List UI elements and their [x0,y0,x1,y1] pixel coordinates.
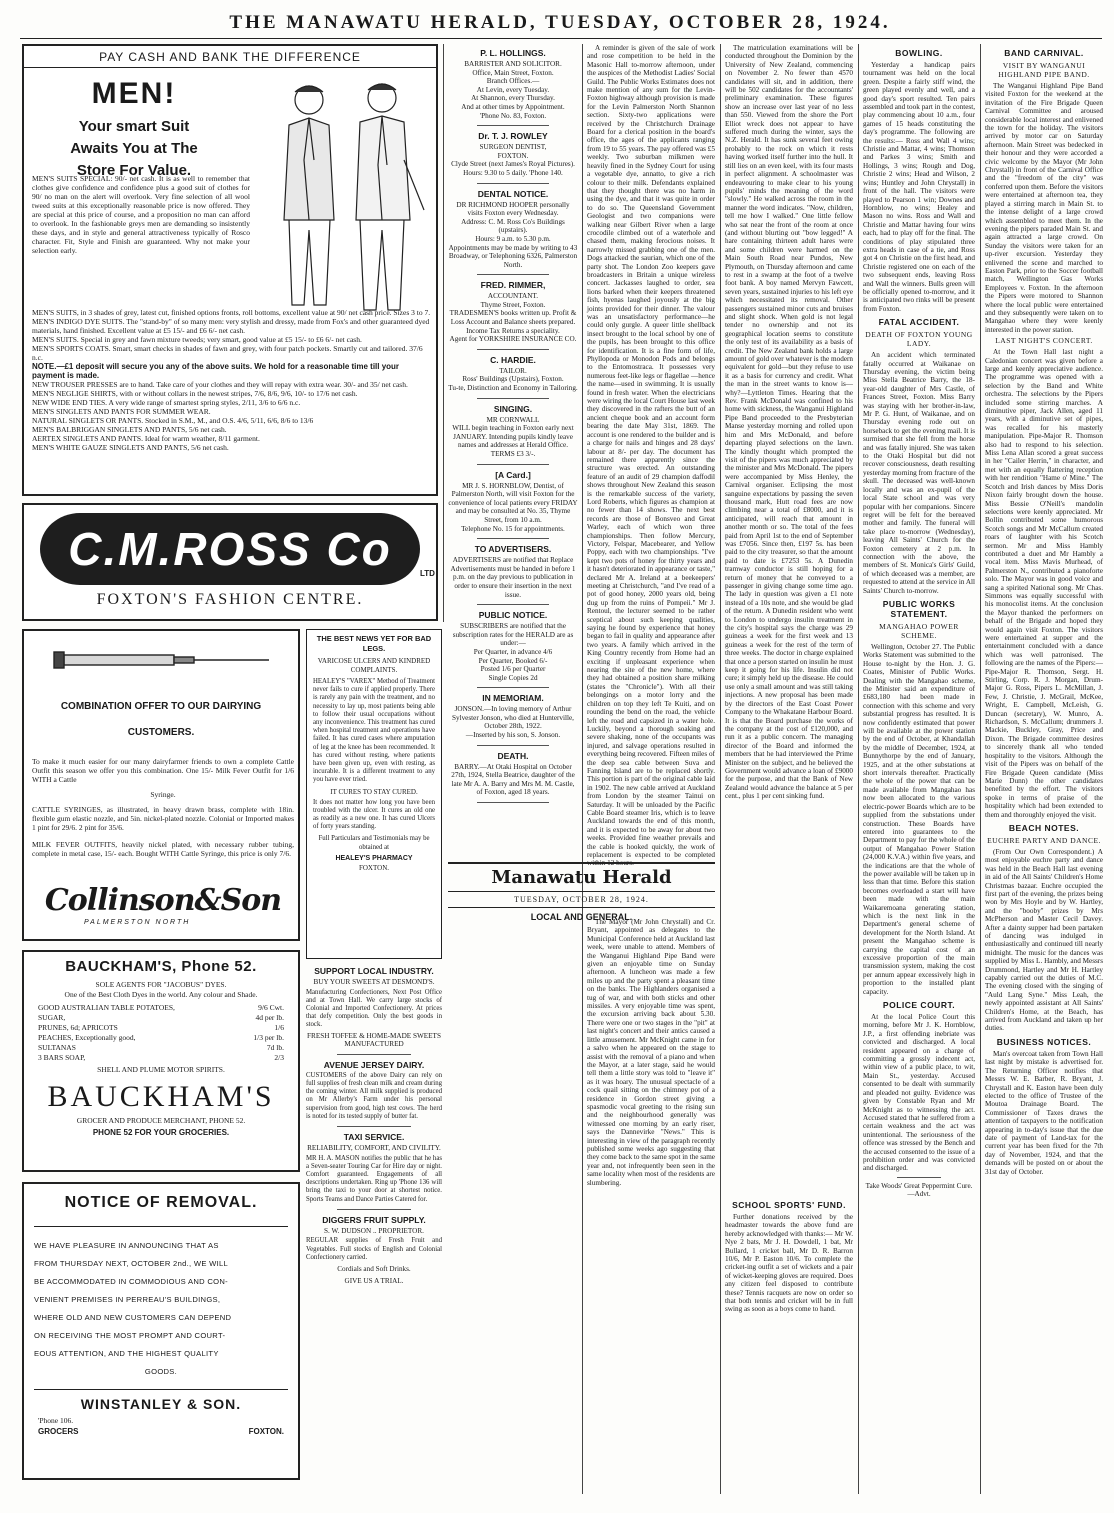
directory-entry-line: BARRY.—At Otaki Hospital on October 27th, 1924, Stella Beatrice, daughter of the late Mr A. A. Barry and Mrs M. M. Castle, of Foxton, aged 18 years. [451,762,575,797]
taxi-title: TAXI SERVICE. [343,1132,405,1143]
directory-entry-line: Tu-te, Distinction and Economy in Tailoring. [448,384,578,393]
price-value: 1/6 [274,1023,284,1032]
directory-entry-line: SUBSCRIBERS are notified that the subscription rates for the HERALD are as under:— [452,622,574,648]
business-heading: BUSINESS NOTICES. [996,1036,1092,1047]
directory-entry-title: [A Card.] [495,469,531,480]
directory-entry-line: Per Quarter, Booked 6/- [478,656,548,665]
removal-line: EOUS ATTENTION, AND THE HIGHEST QUALITY [34,1349,219,1358]
price-value: 2/3 [274,1053,284,1062]
syringe-illustration [54,645,274,675]
col4-text: The matriculation examinations will be conducted throughout the Dominion by the University of New Zealand, commencing on November 2. No fewer than 4570 candidates will sit, and in addition, there will be 502 candidates for the accountants' preliminary examination. These figures show an increase over last year of no less than 550. Viewed from the shore the Port Elliot wreck does not appear to have suffered much during the winter, says the N.Z. Herald. It has sunk several feet owing probably to the rock on which it rests having worked itself further into the hull. It still lies on an even keel, with its four masts in perfect alignment. A schoolmaster was endeavouring to make clear to his young pupils' minds the meaning of the word "slowly." He walked across the room in the manner the word indicates. "Now, children, tell me how I walked." One little fellow who sat near the front of the room at once (and without blurting out "bow legged!" A hare containing thirteen adult hares were and some children were harmed on the Main South Road near Pundos, New Plymouth, on Thursday afternoon and came to rest in a swamp at the foot of a twelve foot bank. A boy named Mervyn Fawcett, seven years, sustained injuries to his left eye which necessitated its removal. Other passengers sustained minor cuts and bruises and slight shock. When gold is not legal tender no ownership and not its geographical location seems to constitute the only test of its availability as a basis of credit. The New Zealand bank holds a large amount of gold over whatever is the modern equivalent for gold—but they refuse to use it as a basis for currency and credit. What the man in the street wants to know is—why?—Lyttleton Times. Hearing that the Rev. Frank McDonald was confined to his home with sickness, the Wanganui Highland Pipe Band proceeded to the Presbyterian Manse yesterday morning and rolled upon him and Mrs McDonald, and before departing played selections on the lawn. The kindly thought which prompted the visit of the pipers was much appreciated by the minister and Mrs McDonald. The pipers were accompanied by Miss Henley, the Carnival organiser. Eclipsing the most sanguine expectations by passing the seven thousand mark, Hutt road fees are now climbing near a total of £8000, and it is anticipated, will reach that amount in another month or so. The total of the fees paid from April 1st to the end of September was £7056. Since then, £197 5s. has been paid to the city treasurer, so that the amount paid to date is £7253 5s. A Dunedin tramway conductor is still hoping for a return of money that he conveyed to a passenger in giving change some time ago. The lady in question was given a £1 note instead of a 10s note, and she would be glad of the return. A Dunedin resident who went to London to undergo insulin treatment in the city's hospital says the charge was 29 guineas a week for the first week and 13 guineas a week for the rest of the term of three weeks. The doctor in charge explained that once a person started on insulin he must keep it going for his life. Insulin did not cure; it simply held up the disease. He could use only a small amount and was still taking injections. A new proposal has been made by the directors of the East Coast Power Company to the Whakatane Harbour Board. It is that the Board purchase the works of the company at the cost of £120,000, and run it as a public concern. The managing director of the Board and informed the members that he had interviewed the Prime Minister on the subject, and he believed the Government would advance a loan of £9000 for the purpose, and that the Bank of New Zealand would advance the balance at 5 per cent., plus 1 per cent sinking fund. [725,44,853,801]
diggers-title: DIGGERS FRUIT SUPPLY. [322,1214,426,1225]
bauckham-footer-2: PHONE 52 FOR YOUR GROCERIES. [92,1128,230,1137]
ad-removal [22,1182,300,1480]
removal-title: NOTICE OF REMOVAL. [64,1194,258,1211]
directory-entry-line: Branch Offices.— [486,77,540,86]
taxi-sub: RELIABILITY, COMFORT, AND CIVILITY. [307,1144,441,1153]
ad-item-1: MEN'S SUITS, in 3 shades of grey, latest cut, finished options fronts, roll bottoms, excellent value at 90/ net cash price. Sizes 3 to 7. [32,308,431,317]
ad-item-5: NOTE.—£1 deposit will secure you any of the above suits. We hold for a reasonable time till your payment is made. [32,362,400,380]
directory-entry-line: Hours: 9.30 to 5 daily. 'Phone 140. [463,168,563,177]
ad-item-0: MEN'S SUITS SPECIAL: 90/- net cash. It is as well to remember that clothes give confidence and confidence plus a good suit of clothes for 90/ no man on the alert will overlook. Very fine selection of all wool tweed suits at this exceptionally reasonable price is now offered. They are special at this price of course, and a proposition no man can afford to overlook. In the fashionable greys men are demanding so insistently these days, and in style and general attractiveness typically of Rosco character. Fit, Style and Finish are guaranteed. Why not make your selection early. [32,174,250,255]
directory-entry-line: SURGEON DENTIST, [479,143,547,152]
price-row [38,1053,284,1063]
small-ads-column [306,962,442,1494]
taxi-body: MR H. A. MASON notifies the public that he has a Seven-seater Touring Car for Hire day or night. Comfort guaranteed. Engagements of all descriptions undertaken. Ring up 'Phone 136 will bring the taxi to your door at shortest notice. Sports Teams and Dance Parties Catered for. [306,1154,442,1203]
column-3-articles [587,44,715,868]
bauckham-agents: SOLE AGENTS FOR "JACOBUS" DYES. [95,980,227,989]
police-body: At the local Police Court this morning, before Mr J. K. Hornblow, J.P., a first offending inebriate was convicted and discharged. A local resident appeared on a charge of committing a grossly indecent act, within view of a public place, to wit, Main St., yesterday. Accused consented to be dealt with summarily and pleaded not guilty. Evidence was given by Constable Ryan and Mr McKnight as to witnessing the act. Accused stated that he suffered from a certain weakness and the act was unintentional. The seriousness of the offence was stressed by the Bench and the accused consented to the issue of a prohibition order and was convicted and discharged. [863,1013,975,1173]
jersey-title: AVENUE JERSEY DAIRY. [323,1059,425,1070]
price-value: 7d lb. [266,1043,284,1052]
price-value: 4d per lb. [255,1013,284,1022]
collinson-logo-sub: PALMERSTON NORTH [84,919,191,926]
col3-text: A reminder is given of the sale of work and rose competition to be held in the Masonic Hall to-morrow afternoon, under the auspices of the Methodist Ladies' Social Guild. The Public Works Estimates does not make mention of any sum for the Levin-Foxton highway although provision is made for the Levin Palmerston North Shannon section. Sixty-two applications were received by the Christchurch Drainage Board for a clerical position in the board's office, the ages of the applicants ranging from 19 to 55 years. The pay offered was £5 weekly. Two suburban milkmen were heavily fined in the Sydney Court for using a vegetable dye, annatto, to give a rich colour to their milk. Defendants explained that they thought there was no harm in using the dye, and that it was quite in order to do so. The Queensland Government Geologist and two companions were walking near Gilbert River when a large crocodile climbed out of a waterhole and chased them, making ferocious noises. It narrowly missed grabbing one of the men. Dogs attacked the saurian, which one of the party shot. The London Zoo keepers gave broadcasters in Britain a unique wireless concert. Jackasses laughed to order, sea lions barked when their keepers threatened fish, hyenas laughed joyously at the big joints provided for their dinner. The valour was an unsatisfactory performance—he could only gurgle. A queer little shellback insect brought to the local school by one of the pupils, has been brought to this office for identification. It is a fine form of life, Phyllopoda or Monodon Pods and belongs to the Entomostraca. It possesses very numerous feet-like legs or flagellae —hence the name—used in swimming. It is usually found in fresh water. When the electricians were wiring the local Court House last week they discovered in the rafters the butt of an ancient cheque book and an account form bearing the date May 31st, 1869. The account is one rendered to the builder and is a charge for nails and hinges and 28 days' labour at 8/- per day. The document has remained there apparently since the structure was erected. An outstanding feature of an audit of 29 champion daffodil shows throughout New Zealand this season is the remarkable success of the variety, Lord Roberts, which figures as champion at no fewer than 14 shows. The next best records are those of Bonsveo and Great Warley, each of which won three championships. Then follow Mercury, Victory, Felspar, Macebearer, and Yellow Poppy, each with two championships. "I've kept two pots of honey for thirty years and it hasn't deteriorated in appearance or taste," declared Mr A. Ireland at a beekeepers' meeting at Christchurch, "and I've read of a pot of good honey, 2000 years old, being dug up from the ruins of Pompeii." Mr J. Rentoul, the lecturer seemed to be rather sceptical about such keeping qualities, saying he found by experience that honey began to fail in quality and appearance after two years. A family which arrived in the King Country recently from Home had an exciting if unpleasant experience when nearing the site of the new home, where they had obtained a position share milking (states the "Chronicle"). With all their belongings on a motor lorry and the children on top they left Te Kuiti, and on rounding the bend on the road, the vehicle left the road and capsized in a water hole. Luckily, beyond a thorough soaking and severe shaking, none of the occupants was injured, and salvage operations resulted in everything being recovered. Fifteen miles of the deep sea cable between Suva and Fanning Island are to be replaced shortly. This portion is part of the original cable laid in 1902. The new cable arrived at Auckland from London by the steamer Tainui on Saturday. It will be unloaded by the Pacific Cable Board steamer Iris, which is to leave Auckland towards the end of this month, and it is expected to be away for about two weeks. Provided fine weather prevails and the cable is hooked quickly, the work of replacement is expected to be completed within 12 hours. [587,44,715,868]
police-heading: POLICE COURT. [882,1000,956,1011]
public-body: Wellington, October 27. The Public Works Statement was submitted to the House to-night by the Hon. J. G. Coates, Minister of Public Works. Dealing with the Mangahao scheme, the Minister said an expenditure of £683,180 had been made in connection with this scheme and very substantial progress has resulted. It is now confidently estimated that power will be available at the power station by the end of October, at Khandallah by the middle of December, 1924, at Bunnythorpe by the end of January, 1925, and at the other substations at short intervals thereafter. Practically the whole of the power that can be made available from Mangahao has now been allocated to the various electric-power Boards which are to be supplied from the substations under construction. These Boards have entered into guarantees to the Department to pay for the whole of the output of Mangahao Power Station (24,000 K.V.A.) within five years, and the indications are that the whole of the power available will be taken up in less than that time. Before this station becomes overloaded a start will have been made with the main Waikaremoana generating station, which is the next link in the Department's general scheme of development for the North Island. At present the Mangahao scheme is carrying the capital cost of an excessive proportion of the main transmission system, making the cost per annum appear excessively high in proportion to the installed plant capacity. [863,642,975,996]
directory-entry-line: Office, Main Street, Foxton. [472,68,554,77]
removal-line: BE ACCOMMODATED IN COMMODIOUS AND CON- [34,1277,228,1286]
directory-entry-title: DEATH. [497,750,529,761]
price-row [38,1043,284,1053]
collinson-body-2: CATTLE SYRINGES, as illustrated, in heavy drawn brass, complete with 18in. flexible gum elastic nozzle, and 5in. nickel-plated nozzle. Colonial or Imported makes 1 pint for 29/6. 2 pint for 35/6. [32,805,294,832]
school-heading: SCHOOL SPORTS' FUND. [732,1200,846,1210]
ad-item-2: MEN'S INDIGO DYE SUITS. The "stand-by" of so many men: very stylish and dressy, made from Fox's and other guaranteed dyed materials, hand finished. Excellent value at £5 15/- and £6 6/- net cash. [32,317,430,335]
healey-body-2: It does not matter how long you have been troubled with the ulcer. It cures an old one as readily as a new one. It has cured Ulcers of forty years standing. [313,798,435,831]
ad-subhead-3: Store For Value. [76,162,192,179]
directory-entry-title: FRED. RIMMER, [480,280,546,291]
directory-entry-line: Posted 1/6 per Quarter [480,665,546,674]
directory-entry-line: Agent for YORKSHIRE INSURANCE CO. [449,335,577,344]
diggers-body: REGULAR supplies of Fresh Fruit and Vegetables. Full stocks of English and Colonial Confectionery carried. [306,1237,442,1261]
directory-entry-title: SINGING. [493,403,533,414]
ad-item-12: AERTEX SINGLETS AND PANTS. Ideal for warm weather, 8/11 garment. [32,434,260,443]
directory-entry-line: MR J. S. HORNBLOW, Dentist, of Palmerston North, will visit Foxton for the convenience of local patients every FRIDAY and may be consulted at No. 35, Thyme Street, from 10 a.m. [448,481,578,524]
euchre-sub: EUCHRE PARTY AND DANCE. [987,835,1101,845]
healey-sub: VARICOSE ULCERS AND KINDRED COMPLAINTS. [317,657,431,674]
directory-entry-line: MR CORNWALL [486,415,540,424]
directory-entry-title: TO ADVERTISERS. [474,544,552,555]
ad-item-6: NEW TROUSER PRESSES are to hand. Take care of your clothes and they will repay with extra wear. 30/- and 35/ net cash. [32,380,408,389]
local-body: The Mayor (Mr John Chrystall) and Cr. Bryant, appointed as delegates to the Municipal Conference held at Auckland last week, were unable to attend. Members of the Wanganui Highland Pipe Band were given an enjoyable time on Sunday afternoon. A luncheon was made a few miles up and the party spent a pleasant time on the banks. The Highlanders organised a tug of war, and with both sticks and other missiles. A very enjoyable time was spent, the excursion arriving back about 5.30. There were one or two stages in the "pit" at last night's concert and their antics caused a little amusement. Mr McKnight came in for a salvo when he appeared on the stage to assist with the removal of a piano and when the Mayor, at a later stage, said he would tell them a little story was told to "leave it" as it was hoary. The unusual spectacle of a cock quail sitting on the chimney pot of a residence in Gordon street giving a spasmodic vocal greeting to the rising sun and the neighbourhood generally was witnessed one morning by an early riser, says the Dannevirke "News." This is interesting in view of the paragraph recently published some weeks ago suggesting that they come back to the same spot in the same year and, not infrequently been seen in the same locality when most of the residents are slumbering. [587,918,715,1187]
price-row [38,1033,284,1043]
concert-body: At the Town Hall last night a Caledonian concert was given before a large and keenly appreciative audience. The programme was opened with a selection by the Band and White orchestra. The selections by the Pipers included some stirring marches. A diminutive piper, Jack Allen, aged 11 years, with a diminutive set of pipes, was recalled for his masterly manipulation. Pipe-Major R. Thomson also had to respond to his selection. Miss Lena Allan scored a great success in her "Cailer Herrin," in character, and met with an equally flattering reception with her rendition "Hame o' Mine." The Scotch and Irish dances by Miss Doris Nixon fairly brought down the house. Miss Bessie O'Neill's mandolin selections were keenly appreciated. Mr Bollin contributed some humorous Scotch songs and Mr McCallum created roars of laughter with his Scotch sermon. Mr and Miss Hambly contributed a duet and Mr Hambly a vocal item. Miss Mavis Murhead, of Palmerston N., contributed a pianoforte solo. The Mayor was in good voice and sang a spirited National song. Mr Chas. Simmons was equally successful with his monocolist items. At the conclusion the Mayor thanked the performers on behalf of the Brigade and hoped they would again visit Foxton. The visitors were entertained at supper and the entertainment concluded with a dance which was well patronised. The following are the names of the Pipers:— Pipe-Major R. Thomson, Sergt. H. Stirling, Corp. R. J. Morgan, Drum-Major G. Ross, Pipers L. McMillan, J. Few, J. Christie, J. McGrail, McKee, Wright, E. Campbell, McLeish, G. Duncan (secretary), W. Munro, A. Richardson, S. McCallum; drummers J. Mackie, Buckley, Gray, Price and Dixon. The Brigade committee desires to sincerely thank all who tended hospitality to the visitors. Although the visit of the Pipers was on behalf of the Fire Brigade Queen candidate (Miss Marie Dunn) the other candidates benefited by the effort. The visitors spoke in terms of praise of the hospitality which had been extended to them and thoroughly enjoyed the visit. [985,348,1103,819]
price-item: GOOD AUSTRALIAN TABLE POTATOES, [38,1003,175,1012]
removal-line: WHERE OLD AND NEW CUSTOMERS CAN DEPEND [34,1313,232,1322]
directory-entry-title: IN MEMORIAM. [482,693,544,704]
removal-line: FROM THURSDAY NEXT, OCTOBER 2nd., WE WILL [34,1259,229,1268]
local-general-column [587,918,715,1494]
directory-entry-line: BARRISTER AND SOLICITOR. [464,60,562,68]
price-row [38,1023,284,1033]
healey-head: THE BEST NEWS YET FOR BAD LEGS. [316,634,432,653]
removal-line: ON RECEIVING THE MOST PROMPT AND COURT- [34,1331,226,1340]
ad-item-8: NEW WIDE END TIES. A very wide range of smartest spring styles, 2/11, 3/6 to 6/6 n.c. [32,398,301,407]
diggers-foot-2: GIVE US A TRIAL. [344,1276,404,1285]
ad-ross [22,503,438,621]
bauckham-price-list [38,1003,284,1063]
ad-item-7: MEN'S NEGLIGE SHIRTS, with or without collars in the newest stripes, 7/6, 8/6, 9/6, 10/- to 17/6 net cash. [32,389,358,398]
ad-mens-suits [22,44,438,496]
directory-entry-line: TERMS £3 3/-. [490,450,536,458]
ad-item-10: NATURAL SINGLETS OR PANTS. Stocked in S.M., M., and O.S. 4/6, 5/11, 6/6, 8/6 to 13/6 [32,416,314,425]
collinson-headline-2: CUSTOMERS. [127,727,195,738]
desmond-foot: FRESH TOFFEE & HOME-MADE SWEETS MANUFACTURED [307,1031,441,1049]
removal-firm: WINSTANLEY & SON. [80,1396,242,1412]
directory-column [448,44,578,797]
price-value: 1/3 per lb. [253,1033,284,1042]
directory-entry-line: Clyde Street (next James's Royal Pictures). [451,160,575,169]
ad-item-9: MEN'S SINGLETS AND PANTS FOR SUMMER WEAR. [32,407,211,416]
two-men-illustration [254,70,434,320]
collinson-body-3: MILK FEVER OUTFITS, heavily nickel plated, with necessary rubber tubing, complete in metal case, 15/- each. Bought WITH Cattle Syringe, this price is only 7/6. [32,840,294,858]
directory-entry-title: PUBLIC NOTICE. [478,610,548,621]
ross-logo-text: C.M.ROSS Co [68,523,392,575]
diggers-foot-1: Cordials and Soft Drinks. [337,1265,411,1274]
directory-entry-line: Hours: 9 a.m. to 5.30 p.m. [475,234,551,243]
ad-subhead-1: Your smart Suit [78,118,190,135]
price-item: PEACHES, Exceptionally good, [38,1033,136,1042]
public-heading: PUBLIC WORKS STATEMENT. [882,598,956,619]
directory-entry-line: ADVERTISERS are notified that Replace Advertisements must be handed in before 1 p.m. on the day previous to publication in order to ensure their insertion in the next issue. [450,556,576,599]
removal-lines [34,1237,288,1381]
collinson-logo: Collinson&Son [44,883,282,918]
public-sub: MANGAHAO POWER SCHEME. [879,621,959,640]
collinson-body-1b: Syringe. [150,790,176,799]
directory-entry-line: Single Copies 2d [488,673,538,682]
directory-entry-line: WILL begin teaching in Foxton early next JANUARY. Intending pupils kindly leave names and addresses at Herald Office. [452,424,574,450]
bauckham-big: BAUCKHAM'S [47,1080,275,1113]
desmond-body: Manufacturing Confectioners, Next Post Office and at Town Hall. We carry large stocks of Colonial and Imported Confectionery. At prices that defy competition. Only the best goods in stock. [306,988,442,1029]
ad-healey [306,629,442,959]
directory-entry-line: 'Phone No. 83, Foxton. [479,111,547,120]
collinson-body-1: To make it much easier for our many dairyfarmer friends to own a complete Cattle Outfit this season we offer you this combination. One 15/- Milk Fever Outfit for 1/6 WITH a Cattle [32,757,294,784]
desmond-title: SUPPORT LOCAL INDUSTRY. [314,966,434,976]
ad-banner: PAY CASH AND BANK THE DIFFERENCE [24,50,436,68]
directory-entry-line: TAILOR. [499,366,527,375]
healey-place: FOXTON. [358,864,389,873]
beach-heading: BEACH NOTES. [1008,822,1080,833]
column-5-articles [863,44,975,1494]
directory-entry-line: Ross' Buildings (Upstairs), Foxton. [462,375,564,384]
directory-entry-title: DENTAL NOTICE. [477,188,549,199]
directory-entry-line: Appointments may be made by writing to 43 Broadway, or Telephoning 6326, Palmerston North. [448,243,578,269]
directory-entry-title: P. L. HOLLINGS. [480,48,546,58]
herald-masthead-block [448,862,715,922]
bauckham-footer-1: GROCER AND PRODUCE MERCHANT, PHONE 52. [76,1116,246,1125]
directory-entry-line: Telephone No. 15 for appointments. [461,524,565,533]
removal-line: WE HAVE PLEASURE IN ANNOUNCING THAT AS [34,1241,219,1250]
bauckham-spirits: SHELL AND PLUME MOTOR SPIRITS. [97,1065,225,1074]
bowling-heading: BOWLING. [895,48,943,58]
price-item: SULTANAS [38,1043,76,1052]
directory-entry-line: FOXTON. [497,151,529,160]
fatal-sub: DEATH OF FOXTON YOUNG LADY. [865,330,973,349]
directory-entry-line: DR RICHMOND HOOPER personally visits Foxton every Wednesday. [456,200,570,218]
bauckham-title: BAUCKHAM'S, Phone 52. [65,958,257,975]
directory-entry-line: TRADESMEN'S books written up. Profit & Loss Account and Balance sheets prepared. Income Tax Returns a speciality. [449,309,577,335]
ad-item-13: MEN'S WHITE GAUZE SINGLETS AND PANTS, 5/6 net cash. [32,443,229,452]
removal-left: GROCERS [38,1427,79,1436]
ad-item-4: MEN'S SPORTS COATS. Smart, smart checks in shades of fawn and grey, with four patch pockets. Smartly cut and tailored. 37/6 n.c. [32,344,423,362]
price-row [38,1003,284,1013]
directory-entry-title: Dr. T. J. ROWLEY [478,131,548,142]
euchre-body: (From Our Own Correspondent.) A most enjoyable euchre party and dance was held in the Beach Hall last evening in aid of the All Saints' Children's Home Christmas bazaar. Euchre occupied the first part of the evening, the prizes being won by Mrs Hoyle and by W. Hartley, and the "booby" prizes by Mrs McPherson and Master Cecil Davey. After a dainty supper had been partaken of dancing was indulged in enthusiastically and continued till nearly midnight. The music for the dances was supplied by Miss L. Hambly, and Messrs Drummond, Hartley and Mr H. Hartley capably carried out the duties of M.C. The evening closed with the singing of "Auld Lang Syne." Miss Leah, the newly appointed assistant at All Saints' Children's Home, at the Beach, has arrived from Auckland and taken up her duties. [985,847,1103,1033]
herald-title: Manawatu Herald [448,862,715,892]
bowling-body: Yesterday a handicap pairs tournament was held on the local green. Despite a fairly stiff wind, the green played evenly and well, and a good day's sport resulted. Ten pairs assembled and took part in the contest, play commencing about 10 a.m., four games of 15 heads constituting the day's programme. The following are the results:— Ross and Wall 4 wins; Christie and Mattar, 4 wins; Thomson and Parkes 3 wins; Smith and Hollings, 3 wins; Rough and Dog, Christie 2 wins; Head and Wilson, 2 wins; Huntley and John Chrystall) in front of the hall. The visitors were played to Pearson 1 win; Downes and Hornblow, no wins; Healey and Mason no wins. Ross and Wall and Christie and Mattar having four wins each, had to play off for the final. The conditions of play stipulated three extra heads in case of a tie, and Ross got 4 on Christie on the first head, and Christie registered one on each of the two subsequent ends, leaving Ross and Wall the winners. Bulls green will be officially opened to-morrow, and it is anticipated two rinks will be present from Foxton. [863,61,975,313]
jersey-body: CUSTOMERS of the above Dairy can rely on full supplies of fresh clean milk and cream during the coming winter. All milk supplied is produced on Mr Allerby's Farm under his personal supervision from good, high test cows. The herd is noted for its tested supply of butter fat. [306,1071,442,1120]
diggers-sub: S. W. DUDSON .. PROPRIETOR. [324,1226,424,1235]
column-6-articles [985,44,1103,1494]
collinson-headline-1: COMBINATION OFFER TO OUR DAIRYING [60,701,262,712]
bauckham-dyes: One of the Best Cloth Dyes in the world. Any colour and Shade. [64,990,258,999]
directory-entry-line: Thyme Street, Foxton. [480,300,546,309]
directory-entry-title: C. HARDIE. [490,354,536,365]
business-body: Man's overcoat taken from Town Hall last night by mistake is advertised for. The Returning Officer notifies that Messrs W. E. Barber, R. Bryant, J. Chrystall and K. Easton have been duly elected to the office of Trustee of the Moutoa Drainage Board. The Commissioner of Taxes draws the attention of taxpayers to the notification appearing in to-day's issue that the due date of payment of Land-tax for the current year has been fixed for the 7th day of November, 1924, and that the demands will be posted on or about the 31st day of October. [985,1049,1103,1176]
removal-line: GOODS. [144,1367,178,1376]
peppermint-ad: Take Woods' Great Peppermint Cure.—Advt. [865,1181,973,1199]
healey-stay: IT CURES TO STAY CURED. [330,787,418,796]
ad-item-3: MEN'S SUITS. Special in grey and fawn mixture tweeds; very smart, good value at £5 15/- to £6 6/- net cash. [32,335,362,344]
ad-collinson [22,629,300,941]
removal-right: FOXTON. [248,1427,284,1436]
healey-body: HEALEY'S "VAREX" Method of Treatment never fails to cure if applied properly. There is rarely any pain with the treatment, and no necessity to lay up, most patients being able to follow their usual occupations without any inconvenience. This treatment has cured when hospital treatment and operations have failed. It has cured cases where amputation of leg at the knee has been recommended. It has cured without resting, where patients have been given up, even with resting, as incurable. It is a different treatment to any you have ever tried. [313,678,435,784]
directory-entry-line: Address: C. M. Ross Co's Buildings (upstairs). [461,217,565,235]
ad-bauckham [22,950,300,1172]
desmond-sub: BUY YOUR SWEETS AT DESMOND'S. [313,978,435,986]
directory-entry-line: Per Quarter, in advance 4/6 [473,647,553,656]
school-body: Further donations received by the headmaster towards the above fund are hereby acknowledged with thanks:— Mr W. Nye 2 bats, Mr J. H. Dowdell, 1 bat, Mr Bullard, 1 cricket ball, Mr D. R. Barron 10/6, Mr P. Easton 10/6. To complete the cricket-ing outfit a set of wickets and a pair of wicket-keeping gloves are required. Does any citizen feel disposed to contribute these? Tennis racquets are now on order so that both tennis and cricket will be in full swing as soon as a boys come to hand. [725,1213,853,1314]
local-heading: LOCAL AND GENERAL. [530,912,633,922]
directory-entry-line: At Shannon, every Thursday. [471,94,555,103]
price-item: SUGAR, [38,1013,66,1022]
removal-line: VENIENT PREMISES IN PERREAU'S BUILDINGS, [34,1295,221,1304]
ad-item-11: MEN'S BALBRIGGAN SINGLETS AND PANTS, 5/6 net cash. [32,425,227,434]
masthead-title: THE MANAWATU HERALD, TUESDAY, OCTOBER 28, 1924. [229,12,891,33]
carnival-body: The Wanganui Highland Pipe Band visited Foxton for the weekend at the invitation of the Fire Brigade Queen Carnival Committee and aroused considerable local interest and enlivened the town for the holiday. The visitors arrived by motor car on Saturday afternoon. Main Street was bedecked in their honour and they were accorded a civic welcome by the Mayor (Mr John Chrystall) in front of the Carnival Office and the "freedom of the city" was conferred upon them. Before the visitors were entertained at afternoon tea, they played a stirring march in Main St. to the intense delight of a large crowd which assembled to meet them. In the evening the pipers paraded Main St. and again attracted a large crowd. On Sunday the visitors were taken for an up-river excursion. Yesterday they enlivened the scene and marched to Easton Park, prior to the Soccer football match, Wellington Gas Works Employees v. Foxton. In the afternoon the Pipers were motored to Shannon where the local public were entertained and they subsequently were taken on to Mangahao where they were keenly interested in the power station. [985,82,1103,334]
masthead-rule [20,38,1102,39]
ross-tagline: FOXTON'S FASHION CENTRE. [96,591,364,608]
directory-entry-line: ACCOUNTANT. [487,292,539,301]
healey-name: HEALEY'S PHARMACY [335,855,413,863]
ross-logo-suffix: LTD [420,569,435,578]
concert-heading: LAST NIGHT'S CONCERT. [995,336,1093,346]
price-item: PRUNES, 6d; APRICOTS [38,1023,118,1032]
carnival-sub: VISIT BY WANGANUI HIGHLAND PIPE BAND. [998,61,1090,79]
healey-foot: Full Particulars and Testimonials may be obtained at [318,835,430,852]
directory-entry-line: —Inserted by his son, S. Jonson. [465,731,561,740]
fatal-heading: FATAL ACCIDENT. [878,317,960,328]
price-item: 3 BARS SOAP, [38,1053,86,1062]
column-4-articles [725,44,853,1192]
removal-phone: 'Phone 106. [38,1416,74,1425]
directory-entry-line: And at other times by Appointment. [461,102,565,111]
directory-entry-line: JONSON.—In loving memory of Arthur Sylvester Jonson, who died at Hunterville, October 28th, 1922. [452,705,574,731]
ad-headline: MEN! [91,77,177,110]
directory-entry-line: At Levin, every Tuesday. [476,85,550,94]
carnival-heading: BAND CARNIVAL. [1004,48,1084,58]
school-sports-section [725,1196,853,1494]
ad-subhead-2: Awaits You at The [70,140,198,157]
fatal-body: An accident which terminated fatally occurred at Waikanae on Thursday evening, the victim being Miss Stella Beatrice Barry, the 18-year-old daughter of Mrs Castle, of Frances Street, Foxton. Miss Barry was staying with her brother-in-law, Mr P. G. Hunt, of Waikanae, and on Thursday evening rode out on horseback to get the evening mail. It is surmised that she fell from the horse and was fatally injured. She was taken to the Otaki Hospital but did not recover consciousness, death resulting yesterday morning from fracture of the skull. The deceased was well-known locally and was an ex-pupil of the local State school and was very popular with her companions. Sincere regret will be felt for the bereaved mother and family. The funeral will take place to-morrow (Wednesday), leaving All Saints' Church for the Foxton cemetery at 2 p.m. In connection with the above, the members of St. Monica's Girls' Guild, of which deceased was a member, are requested to attend at the service in All Saints' Church to-morrow. [863,351,975,595]
price-value: 9/6 Cwt. [258,1003,284,1012]
herald-date: TUESDAY, OCTOBER 28, 1924. [514,895,649,904]
price-row [38,1013,284,1023]
